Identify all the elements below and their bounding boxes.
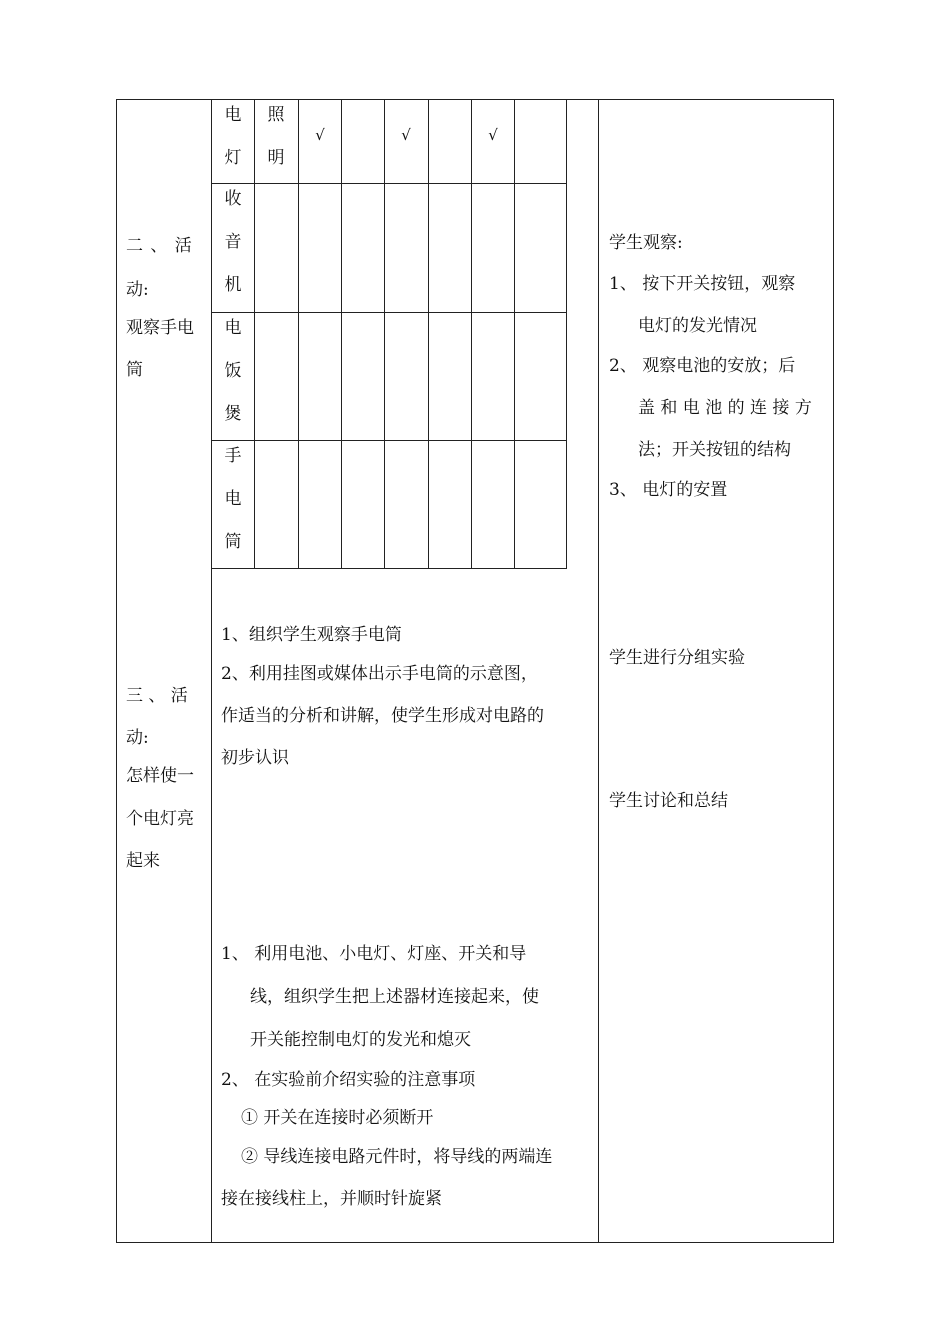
device-name-char: 手: [224, 446, 242, 466]
experiment-note-1: ① 开关在连接时必须断开: [241, 1108, 434, 1128]
section2-title-line: 动:: [126, 280, 149, 300]
teacher-item: 2、利用挂图或媒体出示手电筒的示意图，: [221, 664, 538, 684]
section3-title-line: 起来: [126, 851, 160, 871]
student-observe-item-2-cont: 法；开关按钮的结构: [638, 440, 791, 460]
device-use-char: 照: [267, 105, 285, 125]
student-observe-item-1: 1、 按下开关按钮，观察: [609, 274, 796, 294]
student-observe-item-2-cont: 盖 和 电 池 的 连 接 方: [638, 398, 812, 418]
experiment-item-1: 1、 利用电池、小电灯、灯座、开关和导: [221, 944, 527, 964]
experiment-item-1-cont: 线，组织学生把上述器材连接起来，使: [250, 987, 539, 1007]
device-name-char: 灯: [224, 148, 242, 168]
device-name-char: 电: [224, 318, 242, 338]
device-use-char: 明: [267, 148, 285, 168]
section3-title-line: 怎样使一: [126, 766, 194, 786]
student-group-experiment: 学生进行分组实验: [609, 648, 745, 668]
column-divider-1: [211, 99, 212, 1243]
inner-col-line: [566, 99, 567, 569]
outer-top-border: [116, 99, 834, 100]
check-mark: √: [315, 126, 325, 144]
device-name-char: 筒: [224, 532, 242, 552]
teacher-item: 初步认识: [221, 748, 289, 768]
student-observe-item-3: 3、 电灯的安置: [609, 480, 728, 500]
teacher-item: 作适当的分析和讲解，使学生形成对电路的: [221, 706, 544, 726]
device-name-char: 机: [224, 275, 242, 295]
student-observe-item-2: 2、 观察电池的安放；后: [609, 356, 796, 376]
inner-col-line: [254, 99, 255, 569]
check-mark: √: [401, 126, 411, 144]
section3-title-line: 三 、 活: [126, 686, 188, 706]
device-name-char: 电: [224, 105, 242, 125]
column-divider-2: [598, 99, 599, 1243]
teacher-item: 1、组织学生观察手电筒: [221, 625, 402, 645]
student-discuss-summary: 学生讨论和总结: [609, 791, 728, 811]
inner-col-line: [298, 99, 299, 569]
outer-bottom-border: [116, 1242, 834, 1243]
experiment-item-1-cont: 开关能控制电灯的发光和熄灭: [250, 1030, 471, 1050]
device-name-char: 煲: [224, 404, 242, 424]
section3-title-line: 个电灯亮: [126, 809, 194, 829]
inner-col-line: [471, 99, 472, 569]
experiment-note-2: ② 导线连接电路元件时，将导线的两端连: [241, 1147, 553, 1167]
student-observe-heading: 学生观察:: [609, 233, 683, 253]
student-observe-item-1-cont: 电灯的发光情况: [638, 316, 757, 336]
device-name-char: 音: [224, 232, 242, 252]
experiment-note-2-cont: 接在接线柱上，并顺时针旋紧: [221, 1189, 442, 1209]
device-name-char: 收: [224, 189, 242, 209]
check-mark: √: [488, 126, 498, 144]
inner-col-line: [428, 99, 429, 569]
device-name-char: 饭: [224, 361, 242, 381]
section2-title-line: 二 、 活: [126, 236, 193, 256]
experiment-item-2: 2、 在实验前介绍实验的注意事项: [221, 1070, 476, 1090]
section3-title-line: 动:: [126, 728, 149, 748]
section2-title-line: 筒: [126, 360, 143, 380]
inner-col-line: [341, 99, 342, 569]
device-name-char: 电: [224, 489, 242, 509]
inner-col-line: [514, 99, 515, 569]
outer-left-border: [116, 99, 117, 1243]
inner-col-line: [384, 99, 385, 569]
outer-right-border: [833, 99, 834, 1243]
section2-title-line: 观察手电: [126, 318, 194, 338]
